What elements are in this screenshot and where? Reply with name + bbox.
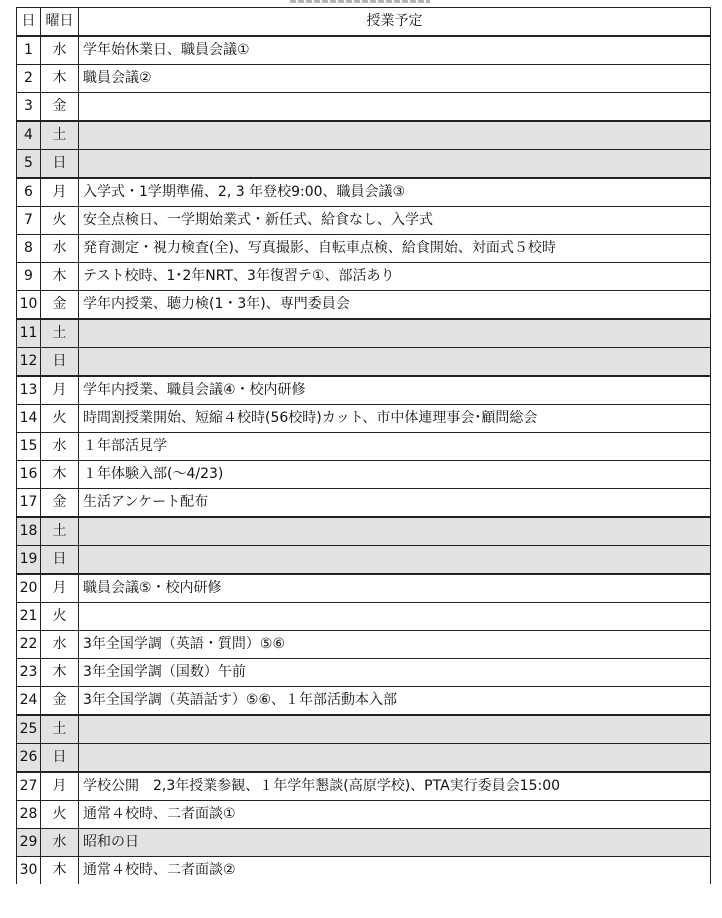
day-cell: 23 bbox=[17, 659, 41, 687]
table-row bbox=[17, 263, 711, 291]
plan-cell: 通常４校時、二者面談② bbox=[79, 857, 711, 885]
day-cell: 27 bbox=[17, 772, 41, 801]
plan-cell: 3年全国学調（国数）午前 bbox=[79, 659, 711, 687]
day-cell: 21 bbox=[17, 603, 41, 631]
plan-cell: 学年内授業、職員会議④・校内研修 bbox=[79, 376, 711, 405]
table-row bbox=[17, 178, 711, 207]
table-row bbox=[17, 574, 711, 603]
weekday-cell: 月 bbox=[41, 178, 79, 207]
weekday-cell: 日 bbox=[41, 546, 79, 575]
weekday-cell: 金 bbox=[41, 489, 79, 518]
plan-cell: １年体験入部(～4/23) bbox=[79, 461, 711, 489]
table-row bbox=[17, 715, 711, 744]
plan-cell: 生活アンケート配布 bbox=[79, 489, 711, 518]
plan-cell bbox=[79, 93, 711, 122]
table-row bbox=[17, 376, 711, 405]
table-row bbox=[17, 291, 711, 320]
weekday-cell: 土 bbox=[41, 715, 79, 744]
weekday-cell: 水 bbox=[41, 235, 79, 263]
day-cell: 7 bbox=[17, 207, 41, 235]
plan-cell: 学年始休業日、職員会議① bbox=[79, 36, 711, 65]
weekday-cell: 日 bbox=[41, 744, 79, 773]
plan-cell bbox=[79, 121, 711, 150]
day-cell: 6 bbox=[17, 178, 41, 207]
day-cell: 22 bbox=[17, 631, 41, 659]
table-row bbox=[17, 603, 711, 631]
day-cell: 5 bbox=[17, 150, 41, 179]
plan-cell bbox=[79, 744, 711, 773]
weekday-cell: 木 bbox=[41, 857, 79, 885]
plan-cell: 学年内授業、聴力検(1・3年)、専門委員会 bbox=[79, 291, 711, 320]
weekday-cell: 木 bbox=[41, 461, 79, 489]
header-row bbox=[17, 8, 711, 37]
cropped-title bbox=[290, 0, 430, 3]
day-cell: 11 bbox=[17, 319, 41, 348]
day-cell: 4 bbox=[17, 121, 41, 150]
table-row bbox=[17, 433, 711, 461]
day-cell: 29 bbox=[17, 829, 41, 857]
plan-cell: 通常４校時、二者面談① bbox=[79, 801, 711, 829]
day-cell: 9 bbox=[17, 263, 41, 291]
day-cell: 28 bbox=[17, 801, 41, 829]
weekday-cell: 土 bbox=[41, 319, 79, 348]
table-row bbox=[17, 319, 711, 348]
table-row bbox=[17, 235, 711, 263]
plan-cell: １年部活見学 bbox=[79, 433, 711, 461]
header-weekday: 曜日 bbox=[41, 8, 79, 37]
table-row bbox=[17, 744, 711, 773]
table-row bbox=[17, 517, 711, 546]
table-row bbox=[17, 121, 711, 150]
table-row bbox=[17, 772, 711, 801]
weekday-cell: 金 bbox=[41, 687, 79, 716]
day-cell: 18 bbox=[17, 517, 41, 546]
weekday-cell: 月 bbox=[41, 376, 79, 405]
table-row bbox=[17, 93, 711, 122]
table-row bbox=[17, 348, 711, 377]
day-cell: 30 bbox=[17, 857, 41, 885]
weekday-cell: 水 bbox=[41, 433, 79, 461]
weekday-cell: 火 bbox=[41, 603, 79, 631]
plan-cell bbox=[79, 603, 711, 631]
plan-cell bbox=[79, 517, 711, 546]
weekday-cell: 月 bbox=[41, 574, 79, 603]
day-cell: 2 bbox=[17, 65, 41, 93]
plan-cell: 発育測定・視力検査(全)、写真撮影、自転車点検、給食開始、対面式５校時 bbox=[79, 235, 711, 263]
day-cell: 15 bbox=[17, 433, 41, 461]
weekday-cell: 月 bbox=[41, 772, 79, 801]
plan-cell bbox=[79, 319, 711, 348]
header-day: 日 bbox=[17, 8, 41, 37]
weekday-cell: 火 bbox=[41, 405, 79, 433]
plan-cell: 時間割授業開始、短縮４校時(56校時)カット、市中体連理事会･顧問総会 bbox=[79, 405, 711, 433]
table-row bbox=[17, 687, 711, 716]
plan-cell bbox=[79, 546, 711, 575]
weekday-cell: 土 bbox=[41, 517, 79, 546]
plan-cell: テスト校時、1･2年NRT、3年復習テ①、部活あり bbox=[79, 263, 711, 291]
table-row bbox=[17, 36, 711, 65]
weekday-cell: 水 bbox=[41, 829, 79, 857]
weekday-cell: 木 bbox=[41, 263, 79, 291]
table-row bbox=[17, 489, 711, 518]
day-cell: 3 bbox=[17, 93, 41, 122]
plan-cell: 学校公開 2,3年授業参観、１年学年懇談(高原学校)、PTA実行委員会15:00 bbox=[79, 772, 711, 801]
monthly-schedule-table bbox=[16, 7, 711, 884]
day-cell: 20 bbox=[17, 574, 41, 603]
weekday-cell: 水 bbox=[41, 36, 79, 65]
weekday-cell: 火 bbox=[41, 801, 79, 829]
table-row bbox=[17, 150, 711, 179]
weekday-cell: 木 bbox=[41, 65, 79, 93]
table-row bbox=[17, 801, 711, 829]
day-cell: 10 bbox=[17, 291, 41, 320]
day-cell: 17 bbox=[17, 489, 41, 518]
plan-cell bbox=[79, 348, 711, 377]
table-row bbox=[17, 659, 711, 687]
day-cell: 8 bbox=[17, 235, 41, 263]
table-row bbox=[17, 546, 711, 575]
table-row bbox=[17, 631, 711, 659]
table-row bbox=[17, 857, 711, 885]
plan-cell bbox=[79, 715, 711, 744]
day-cell: 1 bbox=[17, 36, 41, 65]
day-cell: 14 bbox=[17, 405, 41, 433]
plan-cell bbox=[79, 150, 711, 179]
table-row bbox=[17, 461, 711, 489]
day-cell: 25 bbox=[17, 715, 41, 744]
weekday-cell: 水 bbox=[41, 631, 79, 659]
weekday-cell: 金 bbox=[41, 291, 79, 320]
table-row bbox=[17, 829, 711, 857]
table-row bbox=[17, 405, 711, 433]
day-cell: 24 bbox=[17, 687, 41, 716]
plan-cell: 昭和の日 bbox=[79, 829, 711, 857]
weekday-cell: 日 bbox=[41, 150, 79, 179]
weekday-cell: 金 bbox=[41, 93, 79, 122]
plan-cell: 3年全国学調（英語・質問）⑤⑥ bbox=[79, 631, 711, 659]
weekday-cell: 土 bbox=[41, 121, 79, 150]
weekday-cell: 火 bbox=[41, 207, 79, 235]
plan-cell: 安全点検日、一学期始業式・新任式、給食なし、入学式 bbox=[79, 207, 711, 235]
plan-cell: 職員会議⑤・校内研修 bbox=[79, 574, 711, 603]
day-cell: 26 bbox=[17, 744, 41, 773]
plan-cell: 職員会議② bbox=[79, 65, 711, 93]
day-cell: 19 bbox=[17, 546, 41, 575]
plan-cell: 3年全国学調（英語話す）⑤⑥、１年部活動本入部 bbox=[79, 687, 711, 716]
day-cell: 16 bbox=[17, 461, 41, 489]
day-cell: 13 bbox=[17, 376, 41, 405]
plan-cell: 入学式・1学期準備、2, 3 年登校9:00、職員会議③ bbox=[79, 178, 711, 207]
weekday-cell: 木 bbox=[41, 659, 79, 687]
weekday-cell: 日 bbox=[41, 348, 79, 377]
table-row bbox=[17, 207, 711, 235]
table-row bbox=[17, 65, 711, 93]
day-cell: 12 bbox=[17, 348, 41, 377]
header-plan: 授業予定 bbox=[79, 8, 711, 37]
